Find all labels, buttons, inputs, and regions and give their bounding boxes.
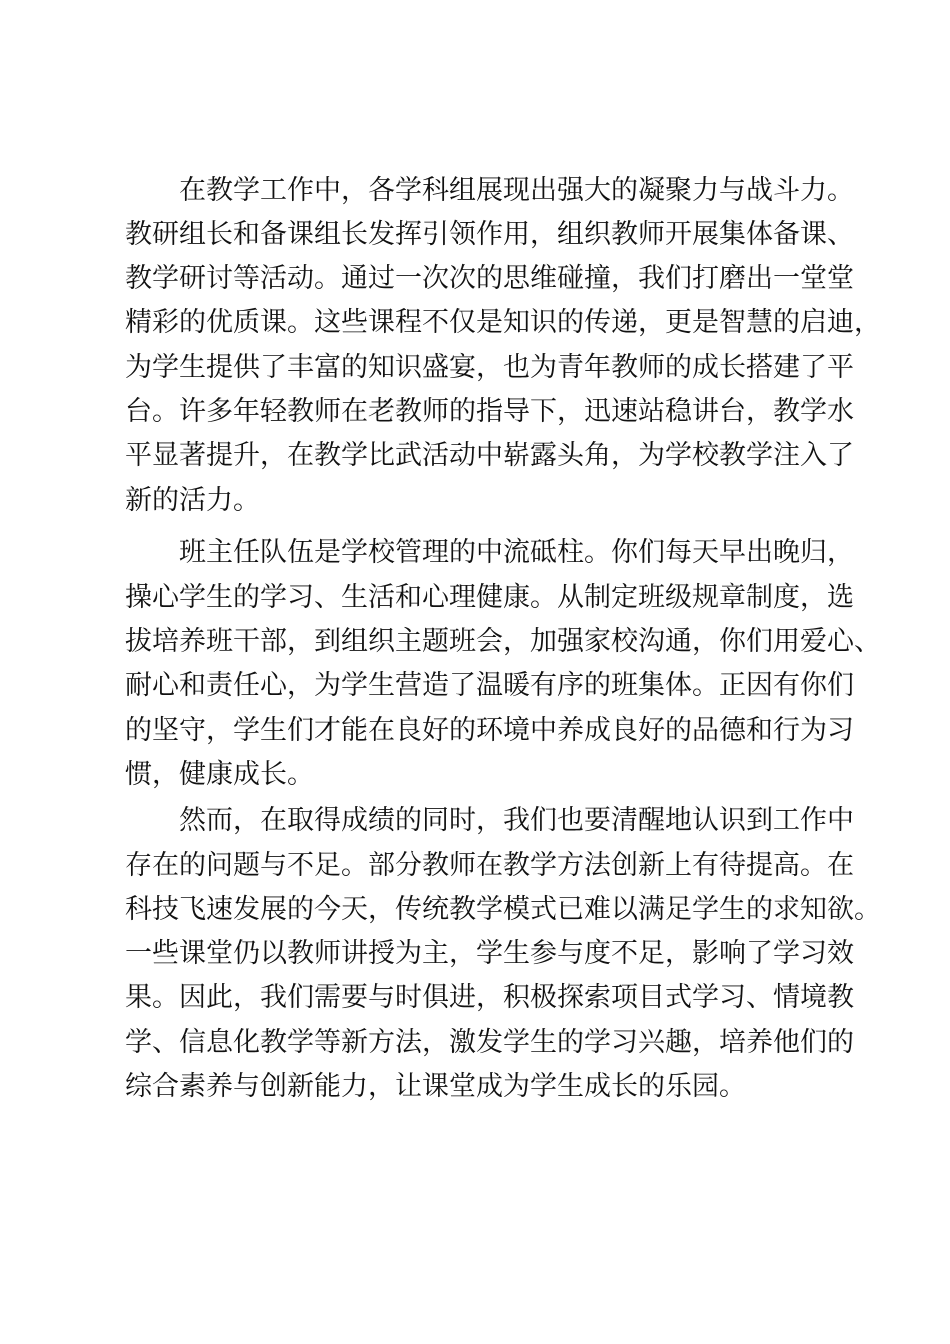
paragraph-3-line-6: 学、信息化教学等新方法，激发学生的学习兴趣，培养他们的 [125, 1027, 854, 1058]
paragraph-1-line-8: 新的活力。 [125, 485, 260, 516]
paragraph-3-line-3: 科技飞速发展的今天，传统教学模式已难以满足学生的求知欲。 [125, 894, 881, 925]
paragraph-2-line-2: 操心学生的学习、生活和心理健康。从制定班级规章制度，选 [125, 582, 854, 613]
paragraph-1-line-1: 在教学工作中，各学科组展现出强大的凝聚力与战斗力。 [179, 175, 854, 206]
paragraph-1-line-6: 台。许多年轻教师在老教师的指导下，迅速站稳讲台，教学水 [125, 396, 854, 427]
paragraph-2-line-1: 班主任队伍是学校管理的中流砥柱。你们每天早出晚归， [179, 537, 854, 568]
paragraph-3-line-1: 然而，在取得成绩的同时，我们也要清醒地认识到工作中 [179, 805, 854, 836]
paragraph-2-line-3: 拔培养班干部，到组织主题班会，加强家校沟通，你们用爱心、 [125, 626, 881, 657]
paragraph-1-line-7: 平显著提升，在教学比武活动中崭露头角，为学校教学注入了 [125, 440, 854, 471]
paragraph-1-line-2: 教研组长和备课组长发挥引领作用，组织教师开展集体备课、 [125, 219, 854, 250]
paragraph-1-line-5: 为学生提供了丰富的知识盛宴，也为青年教师的成长搭建了平 [125, 352, 854, 383]
paragraph-3-line-5: 果。因此，我们需要与时俱进，积极探索项目式学习、情境教 [125, 982, 854, 1013]
paragraph-2-line-5: 的坚守，学生们才能在良好的环境中养成良好的品德和行为习 [125, 715, 854, 746]
paragraph-3-line-2: 存在的问题与不足。部分教师在教学方法创新上有待提高。在 [125, 850, 854, 881]
paragraph-1-line-3: 教学研讨等活动。通过一次次的思维碰撞，我们打磨出一堂堂 [125, 263, 854, 294]
paragraph-2-line-6: 惯，健康成长。 [125, 759, 314, 790]
paragraph-3-line-4: 一些课堂仍以教师讲授为主，学生参与度不足，影响了学习效 [125, 938, 854, 969]
paragraph-3-line-7: 综合素养与创新能力，让课堂成为学生成长的乐园。 [125, 1071, 746, 1102]
paragraph-2-line-4: 耐心和责任心，为学生营造了温暖有序的班集体。正因有你们 [125, 670, 854, 701]
paragraph-1-line-4: 精彩的优质课。这些课程不仅是知识的传递，更是智慧的启迪， [125, 307, 881, 338]
